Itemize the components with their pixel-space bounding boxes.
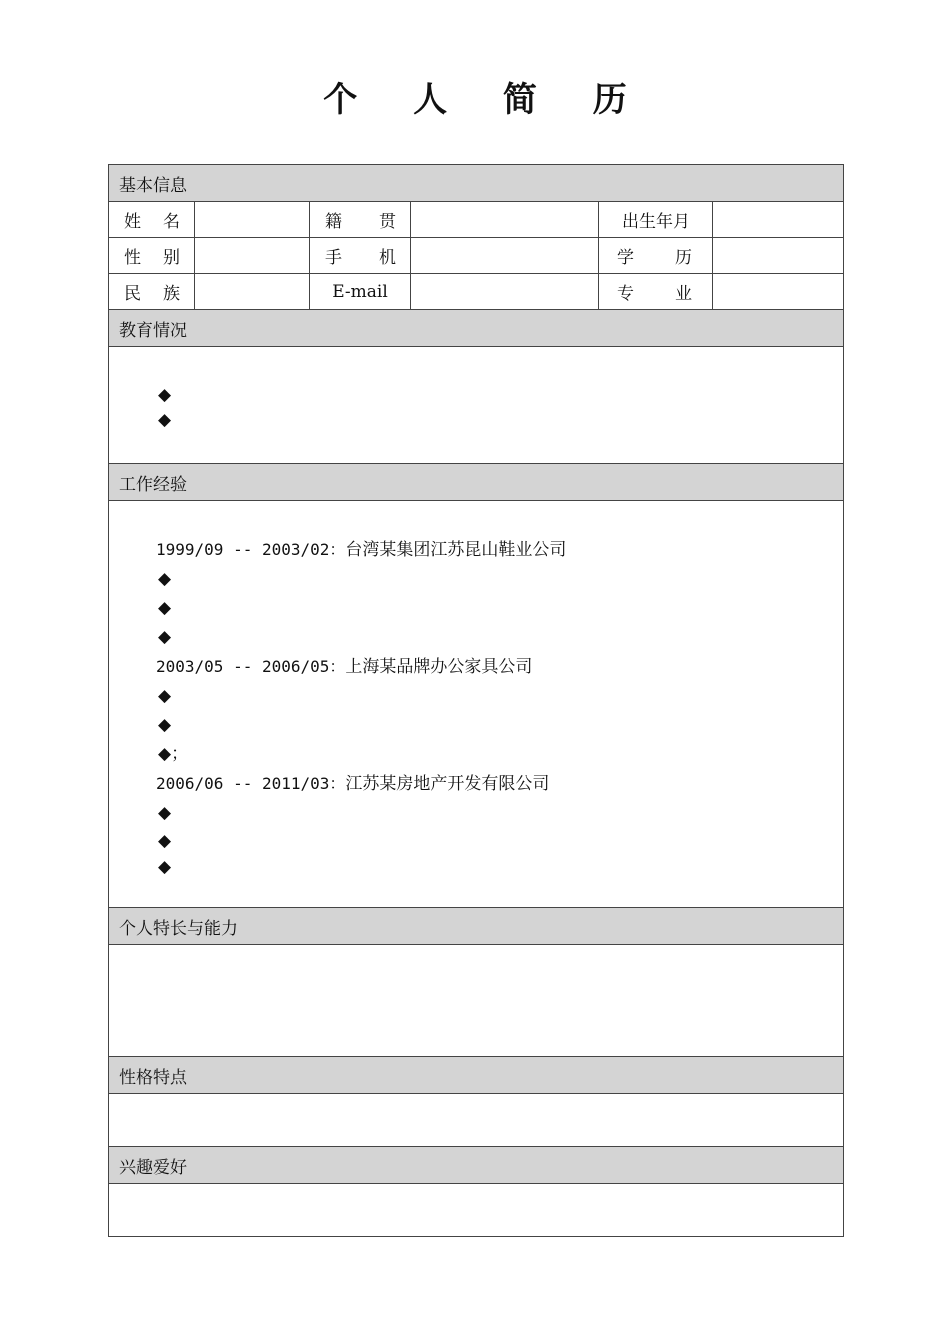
field-gender[interactable] [195,238,310,274]
job-company: 江苏某房地产开发有限公司 [345,774,550,794]
list-item: ◆ [158,715,172,735]
work-content[interactable] [109,501,844,908]
personality-content[interactable] [109,1094,844,1147]
section-title: 基本信息 [109,165,844,202]
job-entry [156,768,843,799]
label-degree: 学 历 [599,238,713,274]
info-row [109,238,844,274]
education-content[interactable] [109,347,844,464]
section-title: 教育情况 [109,310,844,347]
list-item: ◆ [158,410,172,430]
resume-table [108,164,844,1237]
label-ethnicity: 民 族 [109,274,195,310]
job-period: 2003/05 -- 2006/05： [156,657,346,676]
label-native-place: 籍 贯 [310,202,411,238]
list-item: ◆； [158,744,189,764]
job-period: 2006/06 -- 2011/03： [156,774,346,793]
section-title: 个人特长与能力 [109,908,844,945]
section-body-education [109,347,844,464]
skills-content[interactable] [109,945,844,1057]
section-header-work [109,464,844,501]
field-native-place[interactable] [411,202,599,238]
section-title: 工作经验 [109,464,844,501]
section-body-hobbies [109,1184,844,1237]
label-gender: 性 别 [109,238,195,274]
job-entry [156,651,843,682]
section-title: 兴趣爱好 [109,1147,844,1184]
section-header-skills [109,908,844,945]
field-degree[interactable] [713,238,844,274]
label-birth-date: 出生年月 [599,202,713,238]
field-email[interactable] [411,274,599,310]
list-item: ◆ [158,598,172,618]
info-row [109,202,844,238]
hobbies-content[interactable] [109,1184,844,1237]
page-title: 个 人 简 历 [323,80,649,120]
section-header-hobbies [109,1147,844,1184]
section-title: 性格特点 [109,1057,844,1094]
field-birth-date[interactable] [713,202,844,238]
job-company: 上海某品牌办公家具公司 [345,657,533,677]
label-major: 专 业 [599,274,713,310]
section-header-personality [109,1057,844,1094]
section-body-skills [109,945,844,1057]
list-item: ◆ [158,627,172,647]
list-item: ◆ [158,385,172,405]
section-body-work [109,501,844,908]
field-major[interactable] [713,274,844,310]
info-row [109,274,844,310]
job-company: 台湾某集团江苏昆山鞋业公司 [345,540,567,560]
list-item: ◆ [158,857,172,877]
job-period: 1999/09 -- 2003/02： [156,540,346,559]
section-body-personality [109,1094,844,1147]
label-email: E-mail [310,274,411,310]
section-header-basic [109,165,844,202]
field-ethnicity[interactable] [195,274,310,310]
label-name: 姓 名 [109,202,195,238]
label-mobile: 手 机 [310,238,411,274]
list-item: ◆ [158,831,172,851]
list-item: ◆ [158,686,172,706]
list-item: ◆ [158,803,172,823]
field-mobile[interactable] [411,238,599,274]
field-name[interactable] [195,202,310,238]
job-entry [156,534,843,565]
list-item: ◆ [158,569,172,589]
section-header-education [109,310,844,347]
